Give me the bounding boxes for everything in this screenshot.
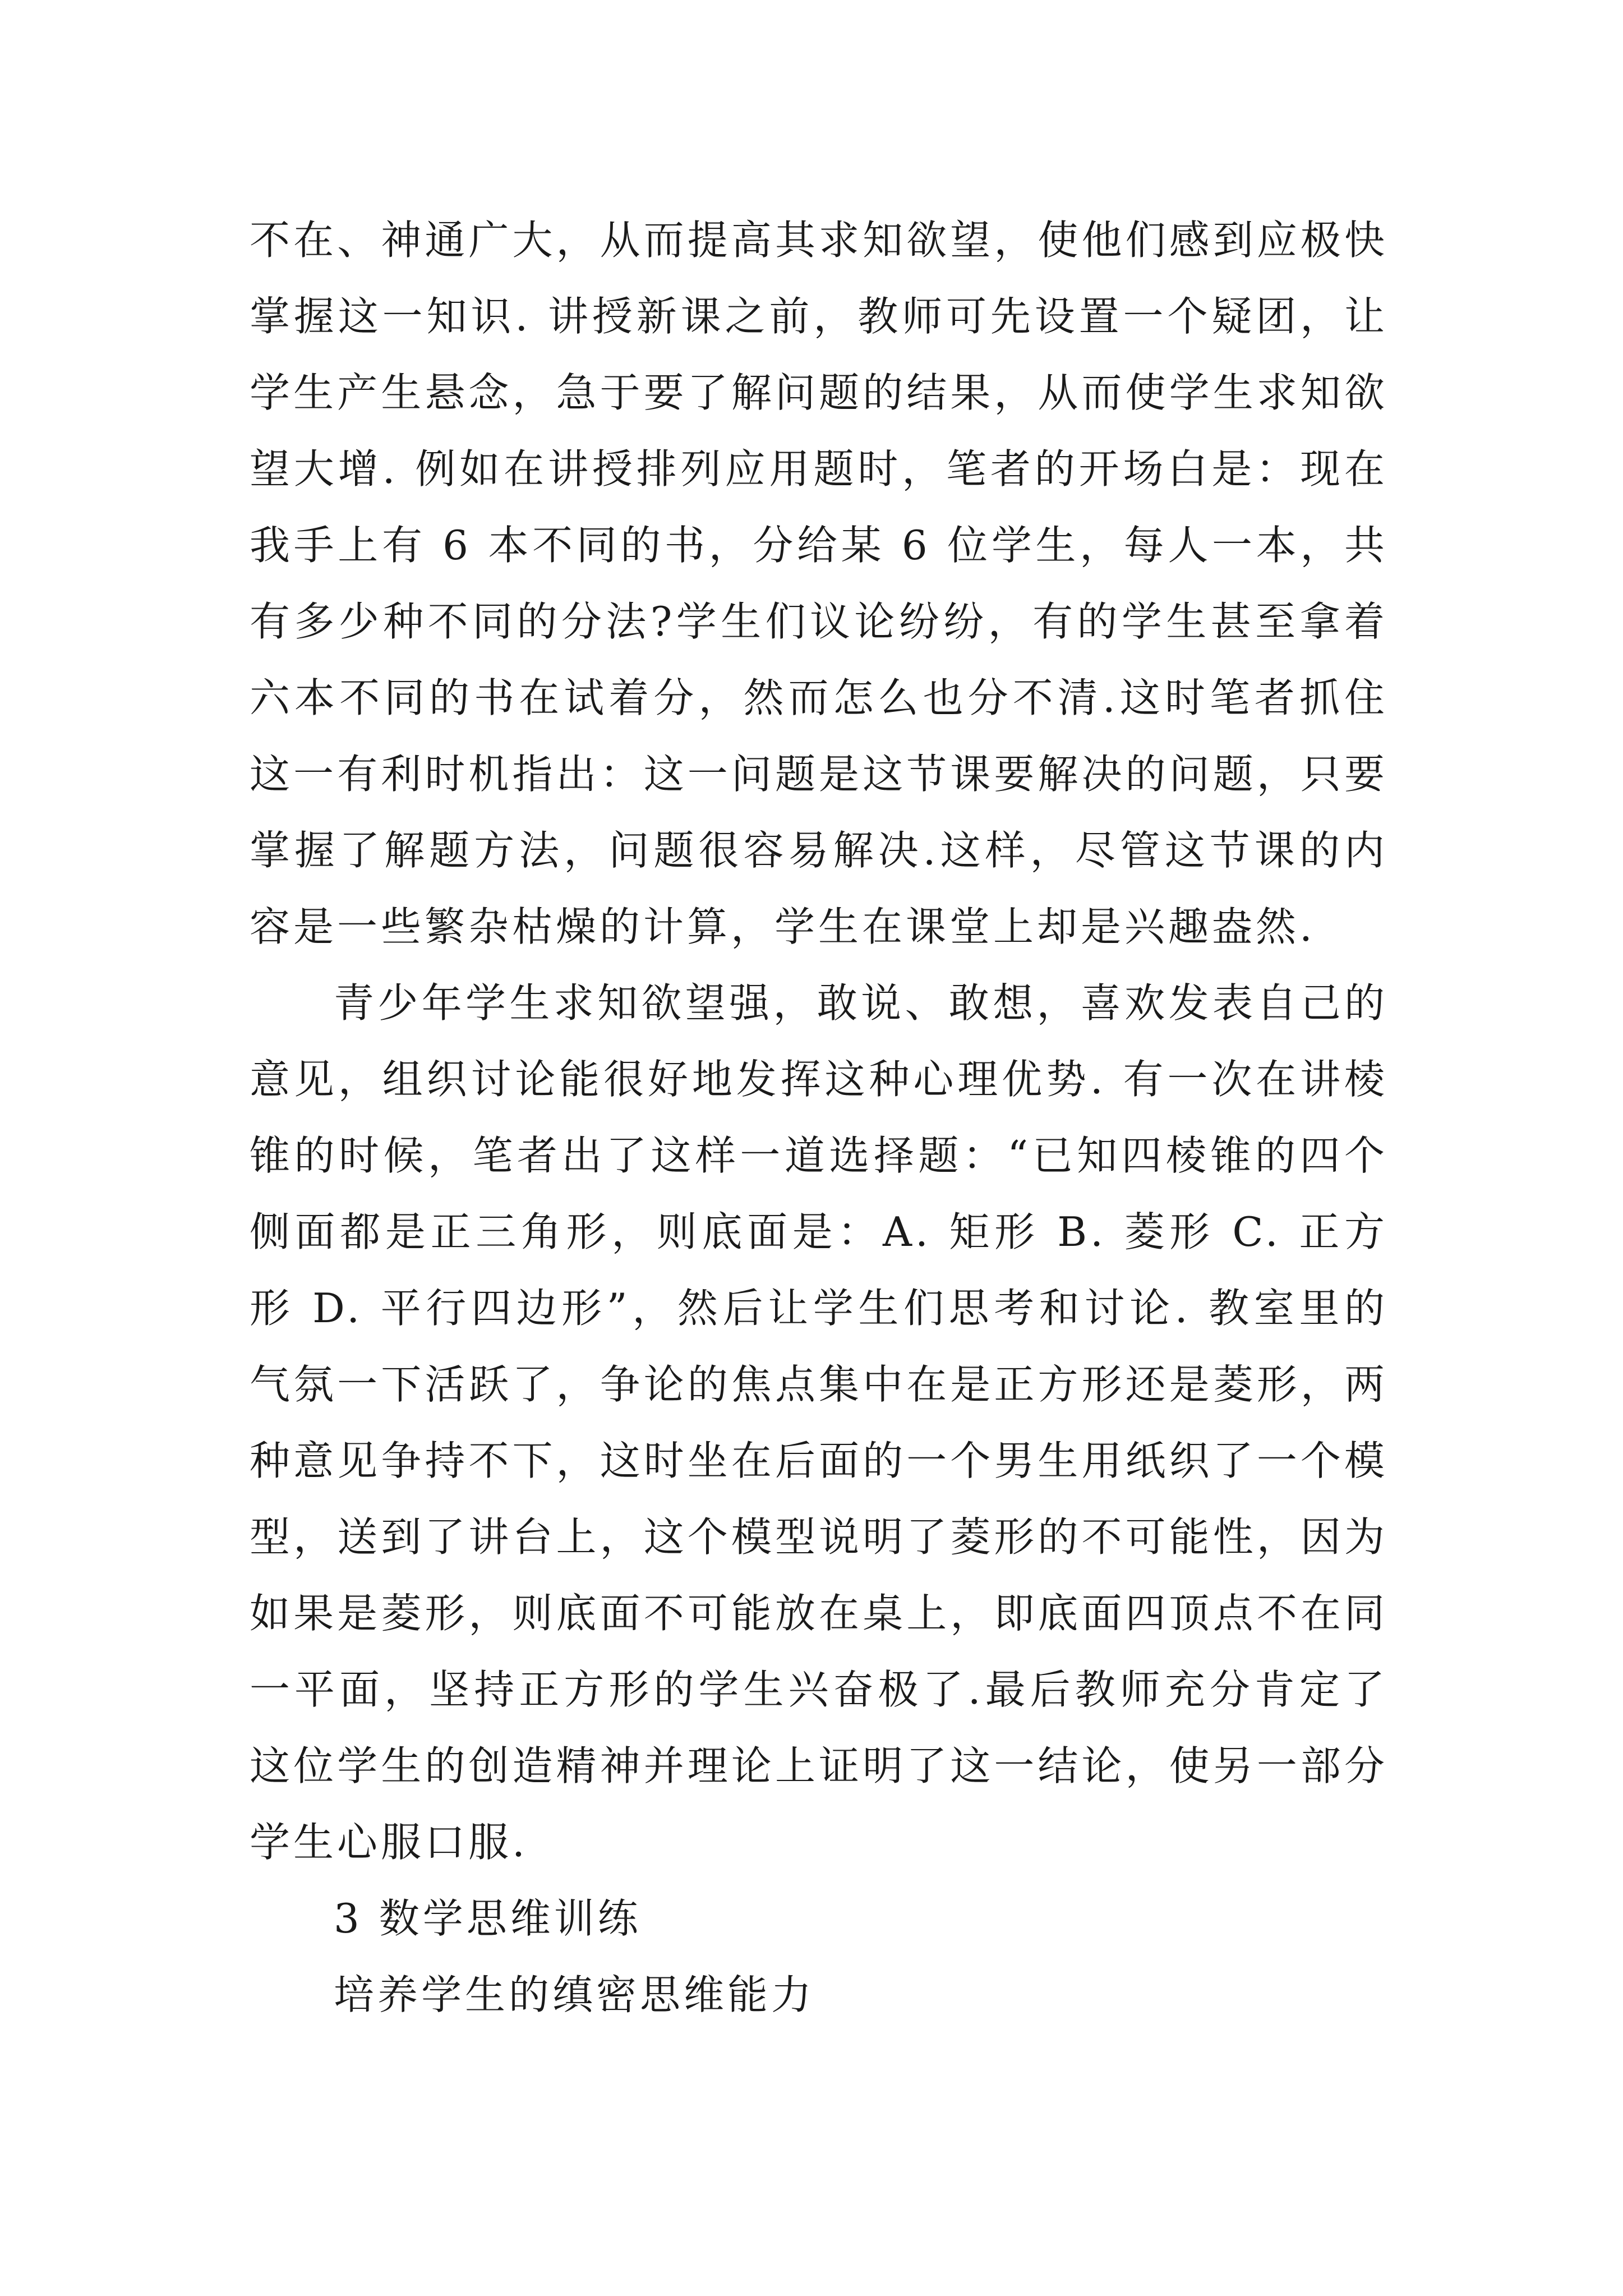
- section-heading: 3 数学思维训练: [334, 1895, 642, 1942]
- text-body: [250, 202, 1388, 2033]
- paragraph-continuation: 不在、神通广大，从而提高其求知欲望，使他们感到应极快掌握这一知识. 讲授新课之前，教师可先设置一个疑团，让学生产生悬念，急于要了解问题的结果，从而使学生求知欲望大增. 例如在讲授排列应用题时，笔者的开场白是：现在我手上有 6 本不同的书，分给某 6 位学生，每人一本，共有多少种不同的分法?学生们议论纷纷，有的学生甚至拿着六本不同的书在试着分，然而怎么也分不清.这时笔者抓住这一有利时机指出：这一问题是这节课要解决的问题，只要掌握了解题方法，问题很容易解决.这样，尽管这节课的内容是一些繁杂枯燥的计算，学生在课堂上却是兴趣盎然.: [250, 217, 1388, 950]
- subsection-heading: 培养学生的缜密思维能力: [334, 1971, 815, 2018]
- paragraph-discussion: 青少年学生求知欲望强，敢说、敢想，喜欢发表自己的意见，组织讨论能很好地发挥这种心理优势. 有一次在讲棱锥的时候，笔者出了这样一道选择题：“已知四棱锥的四个侧面都是正三角形，则底面是：A. 矩形 B. 菱形 C. 正方形 D. 平行四边形”，然后让学生们思考和讨论. 教室里的气氛一下活跃了，争论的焦点集中在是正方形还是菱形，两种意见争持不下，这时坐在后面的一个男生用纸织了一个模型，送到了讲台上，这个模型说明了菱形的不可能性，因为如果是菱形，则底面不可能放在桌上，即底面四顶点不在同一平面，坚持正方形的学生兴奋极了.最后教师充分肯定了这位学生的创造精神并理论上证明了这一结论，使另一部分学生心服口服.: [250, 979, 1388, 1866]
